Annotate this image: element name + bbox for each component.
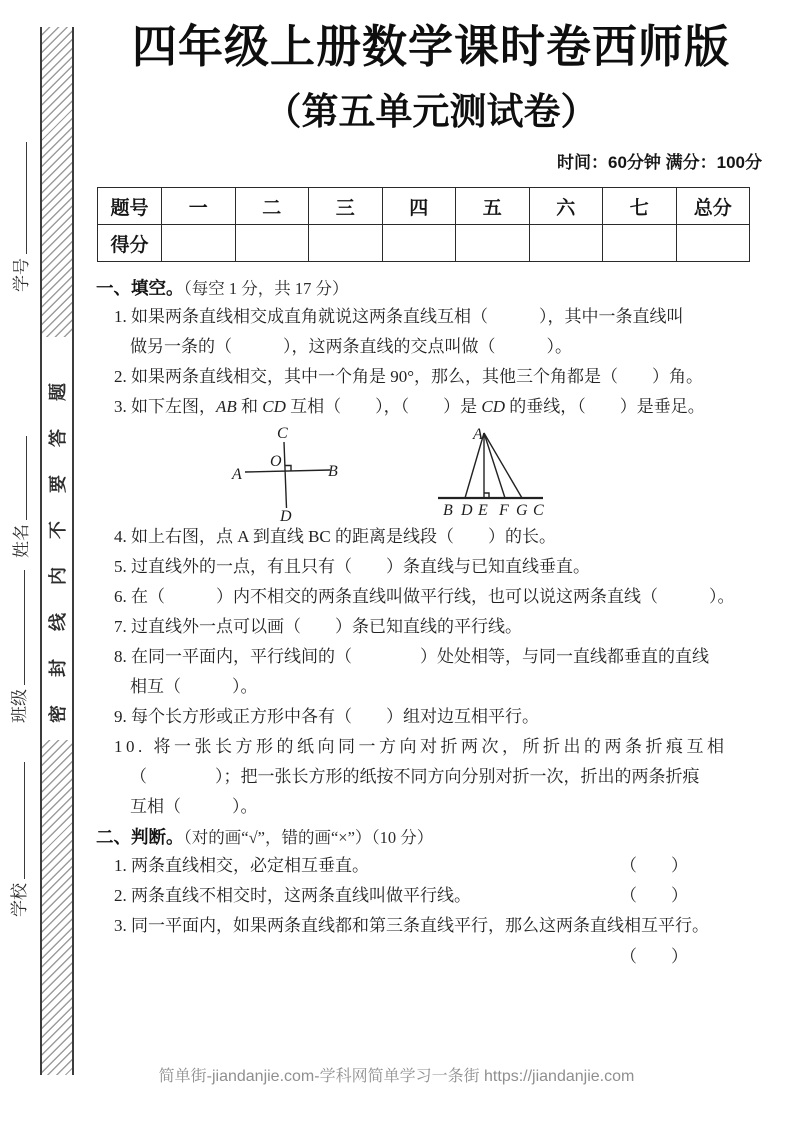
fill-question-8-line1: 8. 在同一平面内，平行线间的（ ）处处相等，与同一直线都垂直的直线 (114, 647, 709, 666)
judge-question-1-bracket: （ ） (620, 856, 688, 875)
class-label: 班级 (10, 689, 29, 723)
student-name-label: 姓名 (12, 524, 31, 558)
fill-question-7: 7. 过直线外一点可以画（ ）条已知直线的平行线。 (114, 617, 522, 636)
score-header-cell: 二 (235, 188, 309, 225)
fill-question-8-line2: 相互（ ）。 (130, 677, 258, 696)
fig2-label-E: E (478, 502, 488, 519)
fig2-label-A: A (473, 426, 483, 443)
fill-question-6: 6. 在（ ）内不相交的两条直线叫做平行线，也可以说这两条直线（ ）。 (114, 587, 735, 606)
score-cell-empty (529, 225, 603, 262)
seal-text: 密封线内不要答题 (48, 354, 68, 723)
fig1-label-C: C (277, 425, 288, 442)
fig2-label-G: G (516, 502, 528, 519)
seal-hatch-top (42, 27, 72, 337)
fig1-label-D: D (280, 508, 292, 522)
student-id-label: 学号 (12, 258, 31, 292)
fill-question-5: 5. 过直线外的一点，有且只有（ ）条直线与已知直线垂直。 (114, 557, 590, 576)
var-CD: CD (262, 397, 286, 416)
judge-question-2-text: 2. 两条直线不相交时，这两条直线叫做平行线。 (114, 886, 471, 905)
section1-note: （每空 1 分，共 17 分） (183, 279, 349, 298)
score-table-score-row (98, 225, 750, 262)
paper-subtitle: （第五单元测试卷） (264, 91, 598, 132)
class-field (10, 570, 30, 723)
score-header-cell: 一 (162, 188, 236, 225)
score-table (97, 187, 750, 262)
fig2-label-C: C (533, 502, 544, 519)
footer-watermark: 简单街-jiandanjie.com-学科网简单学习一条街 https://jiandanjie.com (158, 1068, 635, 1085)
section2-heading (96, 824, 766, 851)
score-header-cell: 总分 (676, 188, 750, 225)
judge-question-1 (96, 851, 766, 881)
score-cell-empty (456, 225, 530, 262)
fill-question-1-line1: 1. 如果两条直线相交成直角就说这两条直线互相（ ），其中一条直线叫 (114, 307, 684, 326)
fig2-label-B: B (443, 502, 453, 519)
main-content (96, 0, 766, 972)
score-table-header-row (98, 188, 750, 225)
school-field (10, 762, 30, 917)
section2-note: （对的画“√”，错的画“×”）（10 分） (183, 828, 434, 847)
fig2-label-D: D (461, 502, 473, 519)
class-blank (20, 570, 25, 685)
score-header-cell: 题号 (98, 188, 162, 225)
section2-title: 二、判断。 (96, 827, 184, 847)
score-cell-empty (603, 225, 677, 262)
var-CD: CD (481, 397, 506, 416)
score-cell-empty (382, 225, 456, 262)
point-to-line-distance-figure (435, 424, 547, 522)
judge-question-2 (96, 881, 766, 911)
geometry-figures (96, 424, 766, 522)
seal-line-band (40, 27, 74, 1075)
score-cell-empty (676, 225, 750, 262)
fill-question-1-line2: 做另一条的（ ），这两条直线的交点叫做（ ）。 (130, 337, 572, 356)
score-cell-empty (162, 225, 236, 262)
fig1-label-A: A (232, 466, 242, 483)
var-AB: AB (216, 397, 237, 416)
score-header-cell: 七 (603, 188, 677, 225)
fill-question-3: 3. 如下左图，AB 和 CD 互相（ ），（ ）是 CD 的垂线，（ ）是垂足。 (114, 397, 705, 416)
fill-question-4: 4. 如上右图，点 A 到直线 BC 的距离是线段（ ）的长。 (114, 527, 557, 546)
fill-question-10-line1: 10. 将一张长方形的纸向同一方向对折两次，所折出的两条折痕互相 (114, 737, 728, 756)
score-cell-empty (309, 225, 383, 262)
seal-hatch-bottom (42, 740, 72, 1075)
judge-question-2-bracket: （ ） (620, 886, 688, 905)
fill-question-9: 9. 每个长方形或正方形中各有（ ）组对边互相平行。 (114, 707, 539, 726)
score-header-cell: 三 (309, 188, 383, 225)
student-name-field (12, 436, 32, 558)
judge-question-3-text: 3. 同一平面内，如果两条直线都和第三条直线平行，那么这两条直线相互平行。 (114, 916, 709, 935)
paper-title: 四年级上册数学课时卷西师版 (131, 21, 730, 72)
student-id-field (12, 142, 32, 292)
judge-question-3-bracket: （ ） (620, 947, 688, 966)
fig1-label-B: B (328, 463, 338, 480)
perpendicular-lines-figure (230, 424, 340, 522)
fill-question-10-line3: 互相（ ）。 (130, 797, 258, 816)
fig2-label-F: F (499, 502, 509, 519)
student-name-blank (22, 436, 27, 520)
school-label: 学校 (10, 883, 29, 917)
fill-question-10-line2: （ ）；把一张长方形的纸按不同方向分别对折一次，折出的两条折痕 (130, 767, 700, 786)
score-row-label: 得分 (98, 225, 162, 262)
judge-question-1-text: 1. 两条直线相交，必定相互垂直。 (114, 856, 369, 875)
fill-question-2: 2. 如果两条直线相交，其中一个角是 90°，那么，其他三个角都是（ ）角。 (114, 367, 704, 386)
score-header-cell: 四 (382, 188, 456, 225)
school-blank (20, 762, 25, 879)
score-cell-empty (235, 225, 309, 262)
section1-heading (96, 275, 766, 302)
fig1-label-O: O (270, 453, 282, 470)
section1-title: 一、填空。 (96, 278, 184, 298)
score-header-cell: 五 (456, 188, 530, 225)
time-score-info: 时间：60分钟 满分：100分 (557, 153, 762, 172)
score-header-cell: 六 (529, 188, 603, 225)
student-id-blank (22, 142, 27, 254)
